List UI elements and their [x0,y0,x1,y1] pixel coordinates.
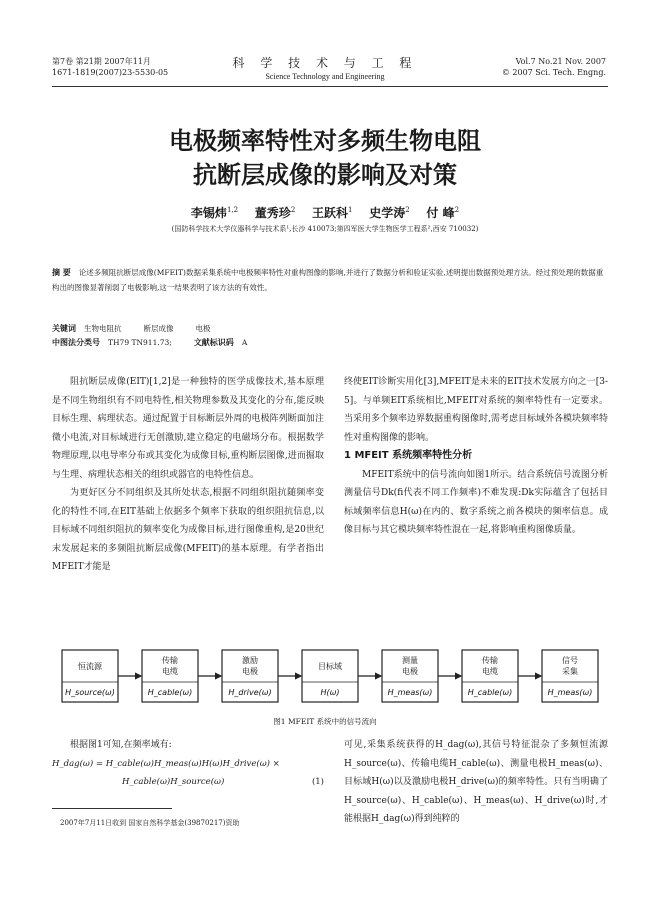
paragraph: 可见,采集系统获得的H_dag(ω),其信号特征混杂了多频恒流源H_source(ω)、传输电缆H_cable(ω)、测量电极H_meas(ω)、目标域H(ω)以及激励电极H_drive(ω)的频率特性。只有当明确了H_source(ω)、H_cable(ω)、H_meas(ω)、H_drive(ω)时,才能根据H_dag(ω)得到纯粹的 [344,740,608,824]
flow-block-function: H_drive(ω) [228,688,272,697]
flow-block [302,650,358,702]
equation-line: H_cable(ω)H_source(ω) (1) [52,773,324,792]
abstract-text: 论述多频阻抗断层成像(MFEIT)数据采集系统中电极频率特性对重构图像的影响,并进行了数据分析和验证实验,述明提出数据预处理方法。经过预处理的数据重构出的图像显著削弱了电极影响,这一结果表明了该方法的有效性。 [52,268,604,292]
volume-en: Vol.7 No.21 Nov. 2007 [515,57,606,66]
copyright: © 2007 Sci. Tech. Engng. [501,68,606,77]
author: 史学涛$^2$ [369,206,410,220]
flow-block-label: 电极 [402,667,418,676]
paragraph: 终使EIT诊断实用化[3],MFEIT是未来的EIT技术发展方向之一[3-5]。与单频EIT系统相比,MFEIT对系统的频率特性有一定要求。当采用多个频率边界数据重构图像时,需考虑目标域外各模块频率特性对重构图像的影响。 [344,377,608,443]
body-right-column-lower [344,736,608,829]
author: 王跃科$^1$ [312,206,353,220]
section-heading: 1 MFEIT 系统频率特性分析 [344,450,473,461]
keywords-block [52,322,608,350]
doc-code-value: A [241,338,248,347]
keywords-label: 关键词 [52,324,76,333]
clc-value: TH79 TN911.73; [108,338,172,347]
keyword: 生物电阻抗 [84,324,122,333]
abstract [52,265,608,295]
flow-block [542,650,598,702]
flow-block [462,650,518,702]
body-right-column [344,373,608,540]
flow-block [142,650,198,702]
flow-block-label: 恒流源 [78,662,102,671]
flow-block-function: H(ω) [320,688,340,697]
flow-block-label: 信号 [562,656,578,665]
clc-label: 中图法分类号 [52,338,100,347]
flow-block-label: 电缆 [162,667,178,676]
flow-block-label: 传输 [482,656,498,665]
flow-block-label: 传输 [162,656,178,665]
author: 李锡炜$^{1,2}$ [190,206,239,220]
flow-block [222,650,278,702]
doc-code-label: 文献标识码 [193,338,234,347]
flow-block-function: H_cable(ω) [467,688,513,697]
figure-caption: 图1 MFEIT 系统中的信号流向 [273,717,377,726]
affiliation: (国防科学技术大学仪器科学与技术系¹,长沙 410073;第四军医大学生物医学工程系²,西安 710032) [171,225,479,233]
keyword: 电极 [195,324,211,333]
header-rule [52,86,608,87]
issn-code: 1671-1819(2007)23-5530-05 [52,68,169,77]
equation-number: (1) [311,777,324,787]
keyword: 断层成像 [143,324,174,333]
abstract-label: 摘 要 [52,268,71,277]
paragraph: 阻抗断层成像(EIT)[1,2]是一种独特的医学成像技术,基本原理是不同生物组织有不同电特性,相关物理参数及其变化的分布,能反映目标生理、病理状态。通过配置于目标断层外周的电极阵列断面加注微小电流,对目标域进行无创激励,建立稳定的电磁场分布。根据数学物理原理,以电导率分布或其变化为成像目标,重构断层图像,进而掘取与生理、病理状态相关的组织或器官的电特性信息。 [52,377,324,480]
journal-name-cn: 科 学 技 术 与 工 程 [232,56,418,70]
flow-block [62,650,118,702]
flow-block [382,650,438,702]
author-list [0,204,650,221]
signal-flow-figure [52,641,608,711]
journal-name-en: Science Technology and Engineering [265,72,385,81]
paragraph: MFEIT系统中的信号流向如图1所示。结合系统信号流图分析测量信号Dk(fi代表不同工作频率)不难发现:Dk实际蕴含了包括目标域频率信息H(ω)在内的、数字系统之前各模块的频率信息。成像目标与其它模块频率特性混在一起,将影响重构图像质量。 [344,469,608,535]
volume-issue: 第7卷 第21期 2007年11月 [52,57,151,66]
flow-block-function: H_source(ω) [65,688,115,697]
author: 董秀珍$^2$ [254,206,296,220]
flow-block-function: H_meas(ω) [547,688,593,697]
body-left-column-lower [52,736,324,792]
flow-block-label: 激励 [242,656,258,665]
title-line-2: 抗断层成像的影响及对策 [193,161,457,189]
flow-block-function: H_cable(ω) [147,688,193,697]
flow-block-label: 目标域 [318,662,342,671]
paragraph: 为更好区分不同组织及其所处状态,根据不同组织阻抗随频率变化的特性不同,在EIT基础上依据多个频率下获取的组织阻抗信息,以目标域不同组织阻抗的频率变化为成像目标,进行图像重构,是20世纪末发展起来的多频阻抗断层成像(MFEIT)的基本原理。有学者指出MFEIT才能是 [52,488,324,572]
paragraph: 根据图1可知,在频率域有: [70,740,172,750]
flow-block-label: 电缆 [482,667,498,676]
body-left-column [52,373,324,577]
equation-line: H_dag(ω) = H_cable(ω)H_meas(ω)H(ω)H_drive(ω) × [52,758,280,769]
flow-block-label: 电极 [242,667,258,676]
footnote: 2007年7月11日收到 国家自然科学基金(39870217)资助 [60,819,240,827]
flow-block-label: 采集 [562,667,578,676]
paper-title [0,124,650,192]
footnote-rule [52,808,172,809]
title-line-1: 电极频率特性对多频生物电阻 [169,127,481,155]
flow-block-function: H_meas(ω) [387,688,433,697]
journal-info-right [502,56,606,78]
flow-block-label: 测量 [402,656,418,665]
author: 付 峰$^2$ [426,206,460,220]
